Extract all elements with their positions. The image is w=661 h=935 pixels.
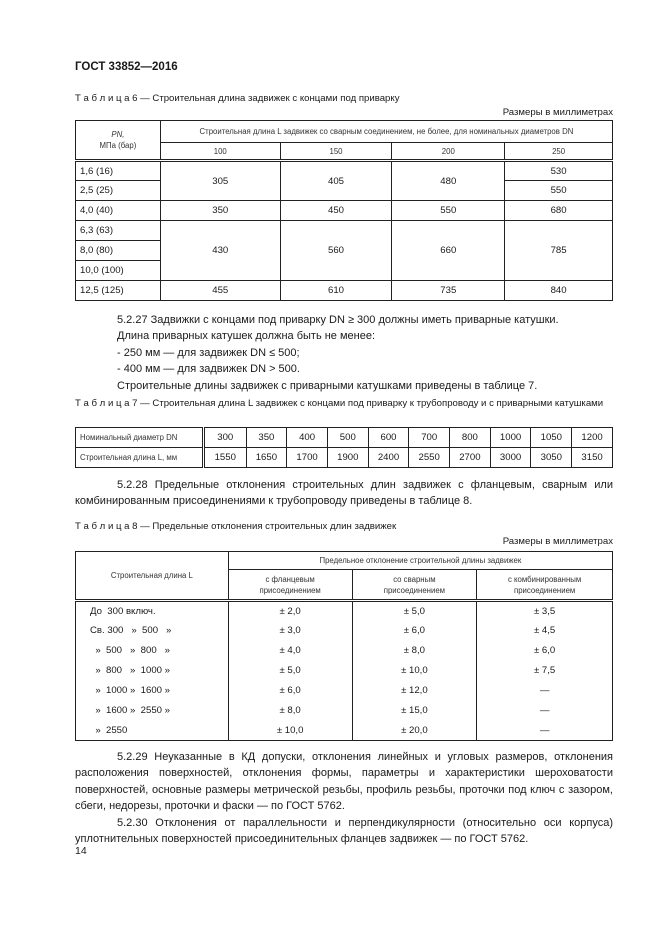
length-header: Строительная длина L: [76, 552, 229, 601]
table-row: [76, 721, 613, 741]
document-header: ГОСТ 33852—2016: [75, 61, 178, 73]
deviation-cell: ± 7,5: [477, 661, 613, 681]
paragraph-5-2-30: 5.2.30 Отклонения от параллельности и перпендикулярности (относительно оси корпуса) уплотнительных поверхностей присоединительных фланцев задвижек — по ГОСТ 5762.: [75, 817, 613, 846]
length-cell: 1900: [327, 448, 368, 468]
length-range-cell: » 500 » 800 »: [76, 641, 229, 661]
deviation-cell: ± 6,0: [228, 681, 352, 701]
deviation-cell: —: [477, 721, 613, 741]
dn-cell: 350: [246, 428, 287, 448]
group-header: Предельное отклонение строительной длины задвижек: [228, 552, 612, 570]
pn-cell: 6,3 (63): [76, 221, 161, 241]
table7: [75, 427, 613, 468]
length-range-cell: Св. 300 » 500 »: [76, 621, 229, 641]
table6-units: Размеры в миллиметрах: [502, 107, 613, 118]
value-cell: 550: [505, 181, 613, 201]
dn-cell: 1000: [490, 428, 531, 448]
table-row: [76, 281, 613, 301]
dn-cell: 800: [450, 428, 491, 448]
value-cell: 405: [280, 161, 392, 201]
length-range-cell: » 1000 » 1600 »: [76, 681, 229, 701]
table-row: [76, 161, 613, 181]
table-row: [76, 601, 613, 621]
dn-header: 250: [505, 143, 613, 161]
dn-cell: 400: [287, 428, 328, 448]
length-cell: 3050: [531, 448, 572, 468]
table-row: [76, 641, 613, 661]
paragraph-5-2-29: 5.2.29 Неуказанные в КД допуски, отклонения линейных и угловых размеров, отклонения расположения поверхностей, отклонения формы, параметры и характеристики шероховатости поверхностей, основные размеры метрической резьбы, профиль резьбы, проточки под ключ с зазором, сбеги, недорезы, проточки и фаски — по ГОСТ 5762.: [75, 751, 613, 813]
deviation-cell: ± 8,0: [352, 641, 477, 661]
table-row: [76, 701, 613, 721]
deviation-cell: ± 3,5: [477, 601, 613, 621]
length-range-cell: » 800 » 1000 »: [76, 661, 229, 681]
sub-header: с комбинированным присоединением: [477, 570, 613, 601]
value-cell: 450: [280, 201, 392, 221]
sub-header: со сварным присоединением: [352, 570, 477, 601]
dn-cell: 1200: [572, 428, 613, 448]
dn-header: 100: [160, 143, 280, 161]
pn-cell: 8,0 (80): [76, 241, 161, 261]
deviation-cell: ± 15,0: [352, 701, 477, 721]
value-cell: 610: [280, 281, 392, 301]
pn-cell: 10,0 (100): [76, 261, 161, 281]
pn-cell: 2,5 (25): [76, 181, 161, 201]
length-cell: 2700: [450, 448, 491, 468]
deviation-cell: ± 2,0: [228, 601, 352, 621]
page-number: 14: [75, 845, 87, 857]
length-cell: 2550: [409, 448, 450, 468]
length-range-cell: » 2550: [76, 721, 229, 741]
length-cell: 2400: [368, 448, 409, 468]
dn-header: 200: [392, 143, 505, 161]
table8-caption: Т а б л и ц а 8 — Предельные отклонения строительных длин задвижек: [75, 521, 397, 532]
pn-cell: 1,6 (16): [76, 161, 161, 181]
value-cell: 660: [392, 221, 505, 281]
length-range-cell: До 300 включ.: [76, 601, 229, 621]
paragraph-5-2-27: 5.2.27 Задвижки с концами под приварку DN ≥ 300 должны иметь приварные катушки. Длина приварных катушек должна быть не менее: - 250 мм — для задвижек DN ≤ 500; - 400 мм — для задвижек DN > 500. Строительные длины задвижек с приварными катушками приведены в таблице 7.: [117, 314, 559, 392]
table-row: [76, 661, 613, 681]
deviation-cell: ± 5,0: [352, 601, 477, 621]
length-cell: 1550: [204, 448, 247, 468]
table8-units: Размеры в миллиметрах: [502, 536, 613, 547]
deviation-cell: ± 8,0: [228, 701, 352, 721]
table8: [75, 551, 613, 741]
value-cell: 430: [160, 221, 280, 281]
table6: [75, 120, 613, 301]
dn-cell: 700: [409, 428, 450, 448]
deviation-cell: ± 10,0: [228, 721, 352, 741]
table-row: [76, 201, 613, 221]
table6-caption: Т а б л и ц а 6 — Строительная длина задвижек с концами под приварку: [75, 93, 400, 104]
table-row: [76, 681, 613, 701]
table-row: [76, 428, 613, 448]
dn-cell: 300: [204, 428, 247, 448]
group-header: Строительная длина L задвижек со сварным соединением, не более, для номинальных диаметров DN: [160, 121, 612, 143]
table-row: [76, 221, 613, 241]
length-cell: 3000: [490, 448, 531, 468]
deviation-cell: ± 6,0: [352, 621, 477, 641]
pn-header: PN, МПа (бар): [76, 121, 161, 161]
value-cell: 680: [505, 201, 613, 221]
deviation-cell: —: [477, 701, 613, 721]
length-range-cell: » 1600 » 2550 »: [76, 701, 229, 721]
value-cell: 840: [505, 281, 613, 301]
length-cell: 1650: [246, 448, 287, 468]
length-cell: 1700: [287, 448, 328, 468]
value-cell: 455: [160, 281, 280, 301]
length-cell: 3150: [572, 448, 613, 468]
table-row: [76, 448, 613, 468]
deviation-cell: ± 12,0: [352, 681, 477, 701]
value-cell: 480: [392, 161, 505, 201]
deviation-cell: ± 6,0: [477, 641, 613, 661]
dn-cell: 600: [368, 428, 409, 448]
pn-cell: 12,5 (125): [76, 281, 161, 301]
deviation-cell: ± 4,5: [477, 621, 613, 641]
dn-cell: 500: [327, 428, 368, 448]
value-cell: 530: [505, 161, 613, 181]
sub-header: с фланцевым присоединением: [228, 570, 352, 601]
deviation-cell: ± 3,0: [228, 621, 352, 641]
value-cell: 735: [392, 281, 505, 301]
value-cell: 350: [160, 201, 280, 221]
value-cell: 305: [160, 161, 280, 201]
table7-caption: Т а б л и ц а 7 — Строительная длина L задвижек с концами под приварку к трубопроводу и с приварными катушками: [75, 398, 604, 409]
table-row: [76, 621, 613, 641]
deviation-cell: ± 4,0: [228, 641, 352, 661]
deviation-cell: ± 20,0: [352, 721, 477, 741]
deviation-cell: ± 10,0: [352, 661, 477, 681]
dn-header: 150: [280, 143, 392, 161]
row-label: Номинальный диаметр DN: [76, 428, 204, 448]
row-label: Строительная длина L, мм: [76, 448, 204, 468]
value-cell: 785: [505, 221, 613, 281]
dn-cell: 1050: [531, 428, 572, 448]
deviation-cell: ± 5,0: [228, 661, 352, 681]
value-cell: 550: [392, 201, 505, 221]
value-cell: 560: [280, 221, 392, 281]
deviation-cell: —: [477, 681, 613, 701]
paragraph-5-2-28: 5.2.28 Предельные отклонения строительных длин задвижек с фланцевым, сварным или комбинированным присоединениями к трубопроводу приведены в таблице 8.: [75, 479, 613, 508]
pn-cell: 4,0 (40): [76, 201, 161, 221]
